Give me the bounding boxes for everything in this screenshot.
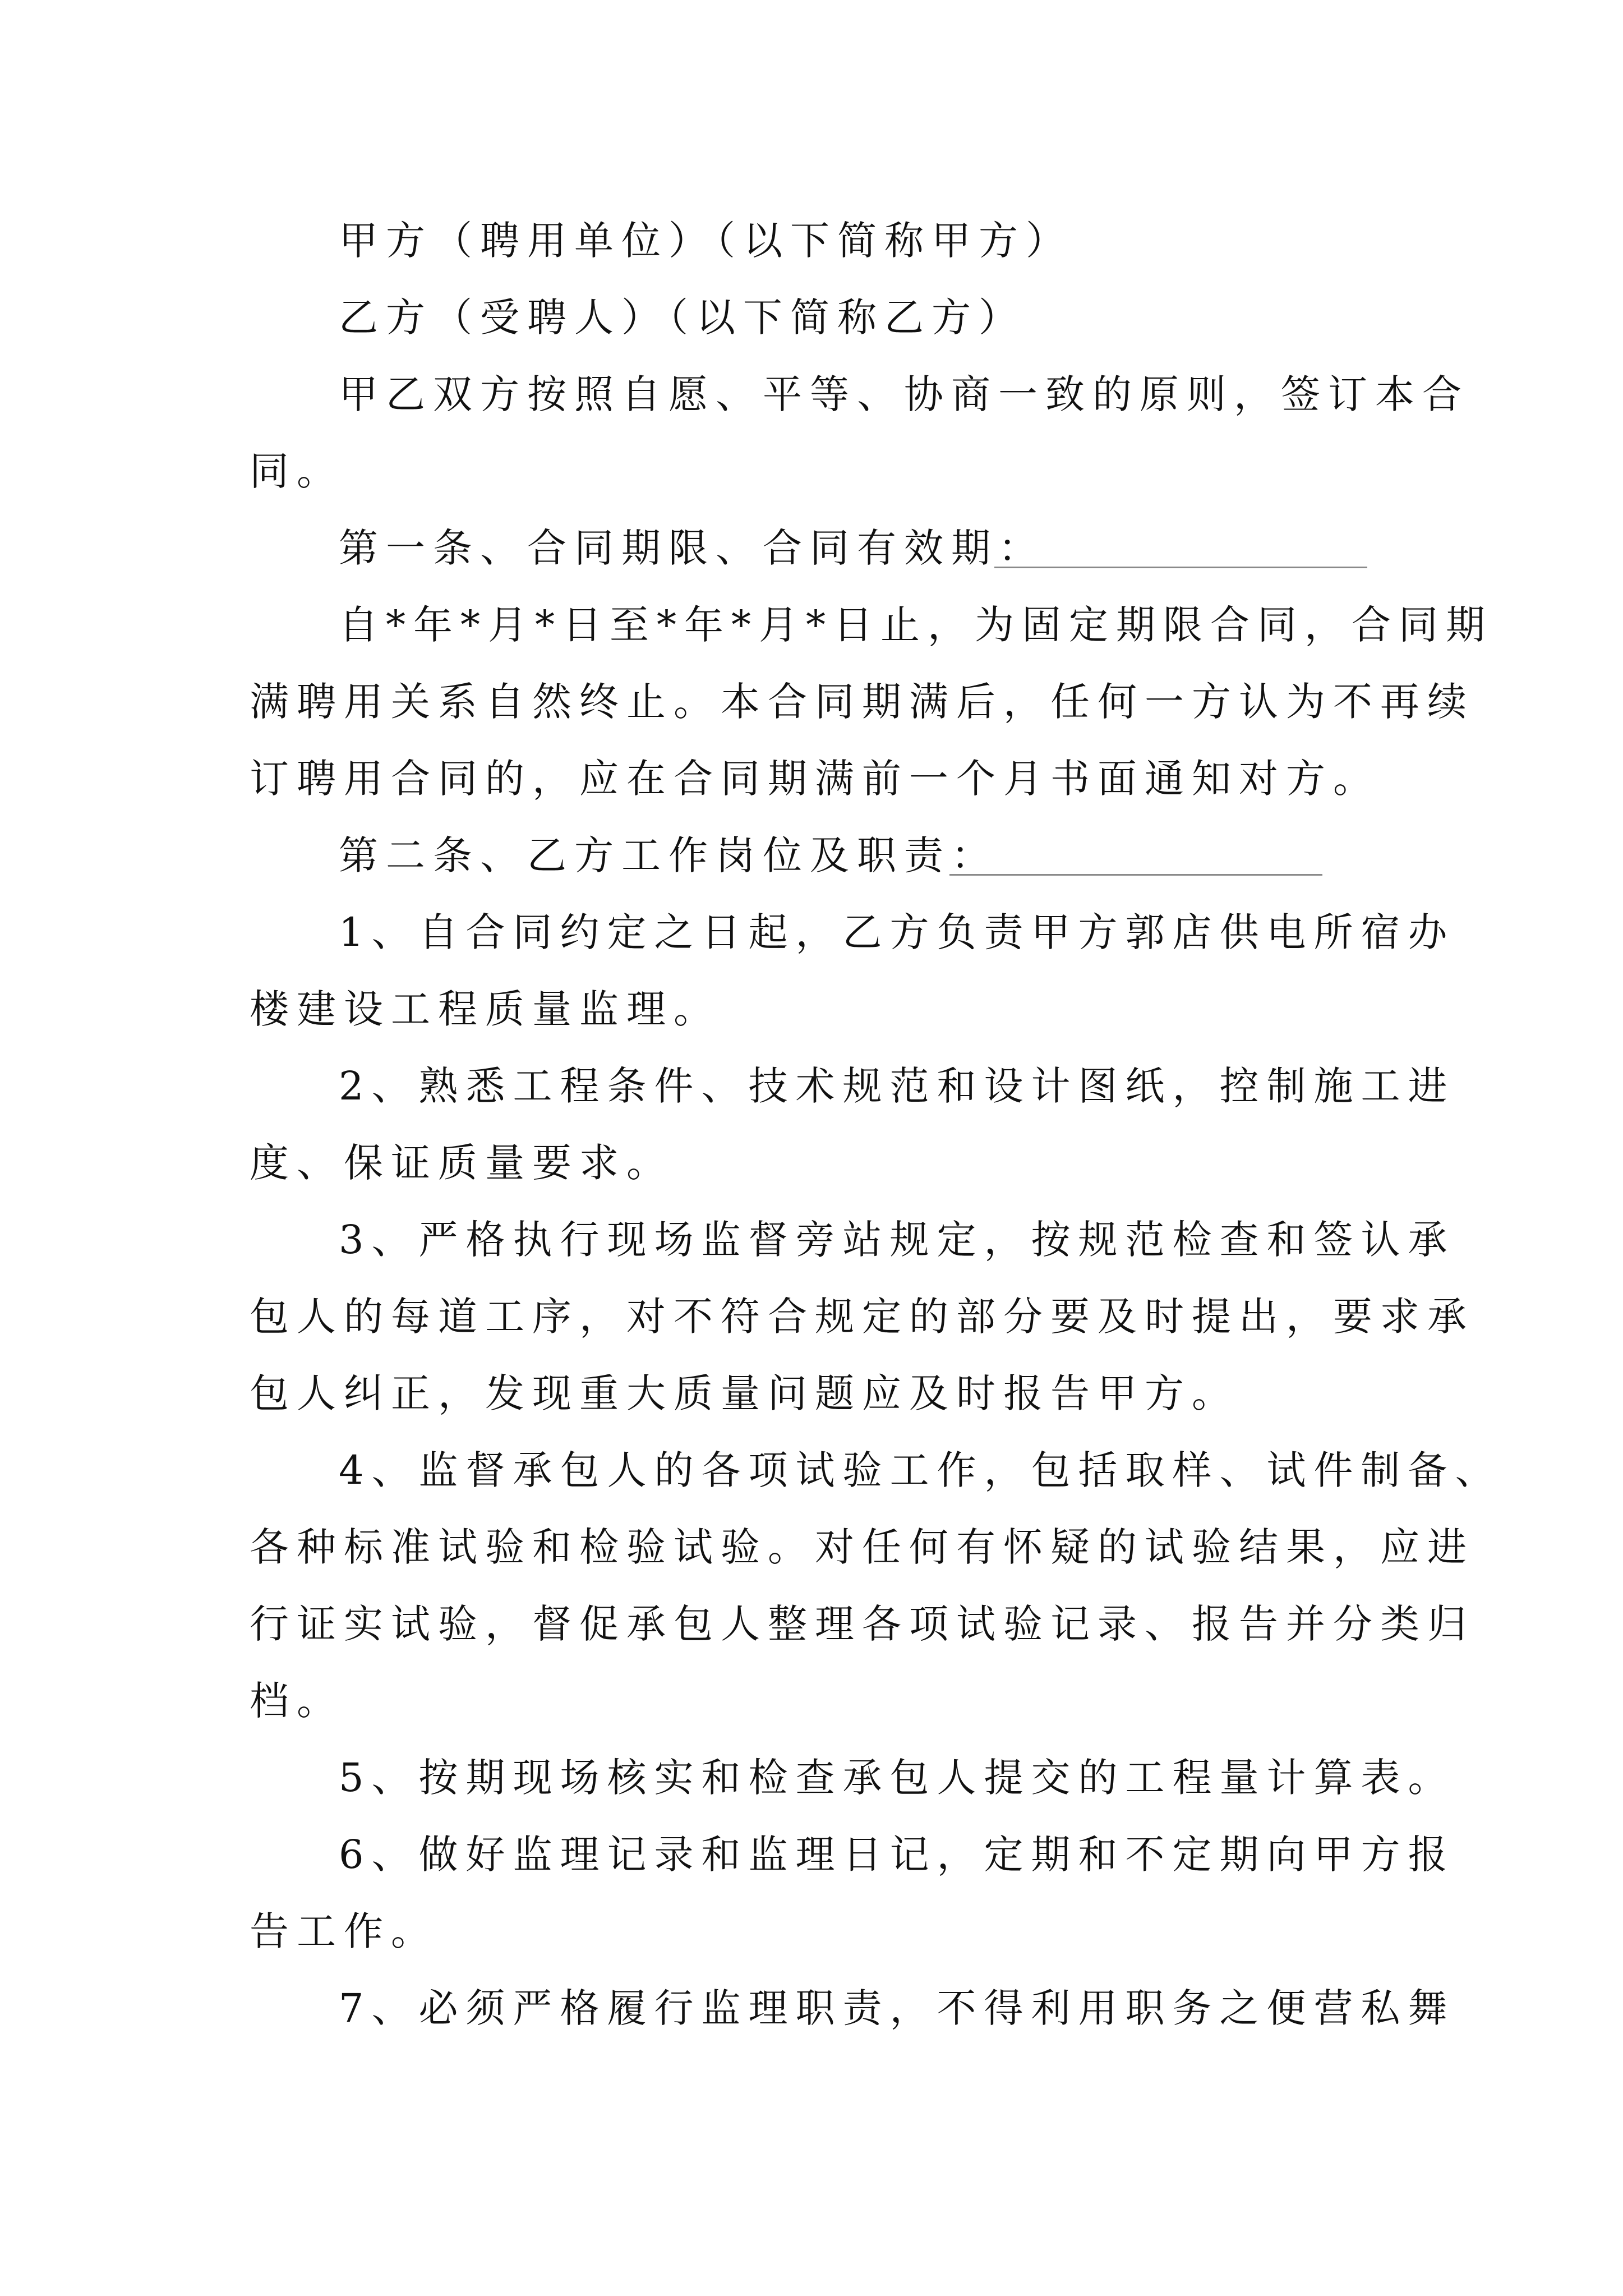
duty-4-line-4: 档。 xyxy=(250,1678,344,1724)
duty-2-line-1: 2、熟悉工程条件、技术规范和设计图纸，控制施工进 xyxy=(339,1063,1455,1109)
article-1-blank-line xyxy=(994,567,1367,568)
duty-4-line-2: 各种标准试验和检验试验。对任何有怀疑的试验结果，应进 xyxy=(250,1524,1474,1570)
duty-1-line-2: 楼建设工程质量监理。 xyxy=(250,986,721,1032)
duty-4-line-1: 4、监督承包人的各项试验工作，包括取样、试件制备、 xyxy=(339,1447,1502,1493)
duty-5-line-1: 5、按期现场核实和检查承包人提交的工程量计算表。 xyxy=(339,1755,1455,1801)
party-b-line: 乙方（受聘人）（以下简称乙方） xyxy=(339,295,1026,341)
duty-7-line-1: 7、必须严格履行监理职责，不得利用职务之便营私舞 xyxy=(339,1985,1455,2031)
agreement-paragraph-line-2: 同。 xyxy=(250,448,344,494)
duty-4-line-3: 行证实试验，督促承包人整理各项试验记录、报告并分类归 xyxy=(250,1601,1474,1647)
duty-3-line-1: 3、严格执行现场监督旁站规定，按规范检查和签认承 xyxy=(339,1217,1455,1263)
party-a-line: 甲方（聘用单位）（以下简称甲方） xyxy=(339,218,1073,264)
duty-1-line-1: 1、自合同约定之日起，乙方负责甲方郭店供电所宿办 xyxy=(339,909,1455,955)
article-1-body-line-3: 订聘用合同的，应在合同期满前一个月书面通知对方。 xyxy=(250,756,1380,802)
agreement-paragraph-line-1: 甲乙双方按照自愿、平等、协商一致的原则，签订本合 xyxy=(339,371,1469,417)
duty-3-line-2: 包人的每道工序，对不符合规定的部分要及时提出，要求承 xyxy=(250,1294,1474,1340)
article-1-heading: 第一条、合同期限、合同有效期： xyxy=(339,525,1045,571)
duty-2-line-2: 度、保证质量要求。 xyxy=(250,1140,674,1186)
article-1-body-line-2: 满聘用关系自然终止。本合同期满后，任何一方认为不再续 xyxy=(250,679,1474,725)
article-1-body-line-1: 自*年*月*日至*年*月*日止，为固定期限合同，合同期 xyxy=(339,602,1493,648)
duty-6-line-2: 告工作。 xyxy=(250,1908,438,1954)
duty-6-line-1: 6、做好监理记录和监理日记，定期和不定期向甲方报 xyxy=(339,1832,1455,1878)
article-2-heading: 第二条、乙方工作岗位及职责： xyxy=(339,832,998,878)
duty-3-line-3: 包人纠正，发现重大质量问题应及时报告甲方。 xyxy=(250,1370,1239,1416)
article-2-blank-line xyxy=(949,874,1322,876)
